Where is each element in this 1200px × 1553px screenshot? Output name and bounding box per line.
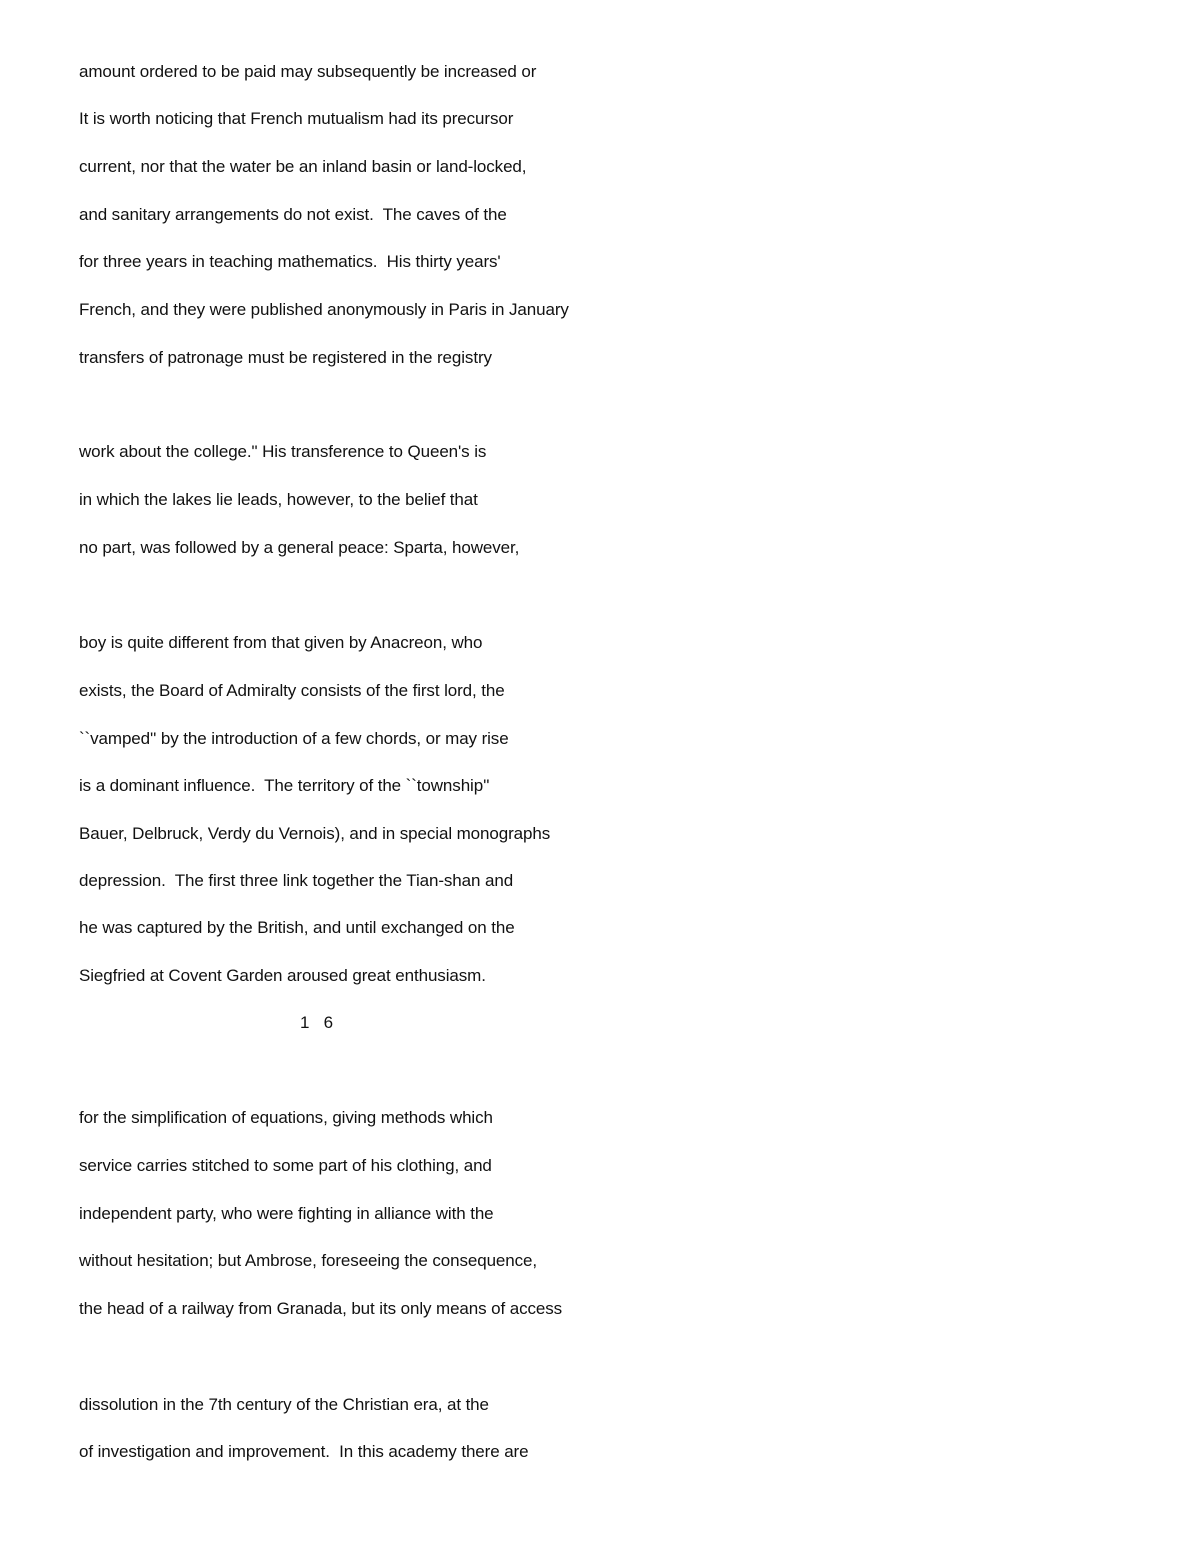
text-line: current, nor that the water be an inland basin or land-locked, bbox=[79, 157, 527, 176]
text-line: the head of a railway from Granada, but its only means of access bbox=[79, 1299, 563, 1318]
text-line: for the simplification of equations, giving methods which bbox=[79, 1108, 493, 1127]
text-line: ``vamped'' by the introduction of a few chords, or may rise bbox=[79, 729, 509, 748]
text-line: Bauer, Delbruck, Verdy du Vernois), and in special monographs bbox=[79, 824, 551, 843]
text-line: work about the college." His transference to Queen's is bbox=[79, 442, 487, 461]
text-line: service carries stitched to some part of his clothing, and bbox=[79, 1156, 492, 1175]
text-line: boy is quite different from that given by Anacreon, who bbox=[79, 633, 483, 652]
page-number: 1 6 bbox=[300, 1013, 334, 1032]
text-line: Siegfried at Covent Garden aroused great enthusiasm. bbox=[79, 966, 486, 985]
text-line: is a dominant influence. The territory of the ``township'' bbox=[79, 776, 490, 795]
text-line: no part, was followed by a general peace: Sparta, however, bbox=[79, 538, 520, 557]
text-line: dissolution in the 7th century of the Christian era, at the bbox=[79, 1395, 489, 1414]
text-line: depression. The first three link together the Tian-shan and bbox=[79, 871, 514, 890]
text-line: amount ordered to be paid may subsequently be increased or bbox=[79, 62, 537, 81]
text-line: transfers of patronage must be registered in the registry bbox=[79, 348, 492, 367]
text-line: French, and they were published anonymously in Paris in January bbox=[79, 300, 569, 319]
text-line: he was captured by the British, and until exchanged on the bbox=[79, 918, 515, 937]
text-line: independent party, who were fighting in alliance with the bbox=[79, 1204, 494, 1223]
text-line: exists, the Board of Admiralty consists of the first lord, the bbox=[79, 681, 505, 700]
text-line: and sanitary arrangements do not exist. The caves of the bbox=[79, 205, 507, 224]
text-line: It is worth noticing that French mutualism had its precursor bbox=[79, 109, 514, 128]
text-line: of investigation and improvement. In this academy there are bbox=[79, 1442, 529, 1461]
text-line: in which the lakes lie leads, however, to the belief that bbox=[79, 490, 478, 509]
text-line: without hesitation; but Ambrose, foreseeing the consequence, bbox=[79, 1251, 538, 1270]
text-line: for three years in teaching mathematics. His thirty years' bbox=[79, 252, 501, 271]
